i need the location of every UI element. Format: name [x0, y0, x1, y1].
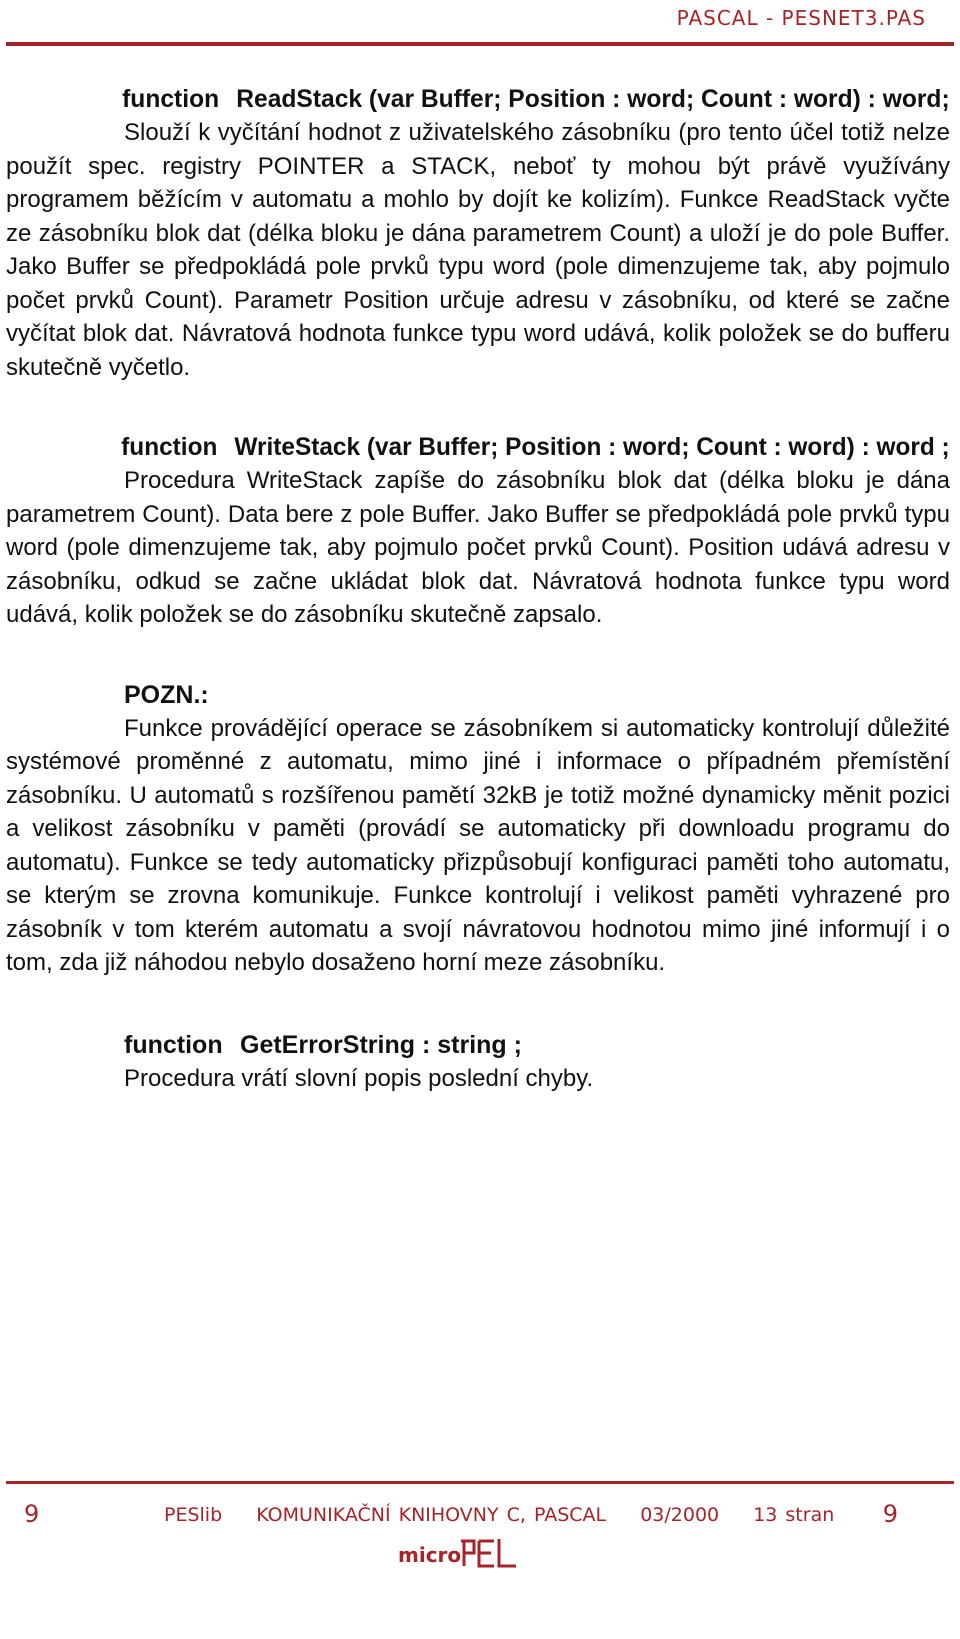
- geterrorstring-description: Procedura vrátí slovní popis poslední chyby.: [124, 1064, 594, 1092]
- note-text: Funkce provádějící operace se zásobníkem si automaticky kontrolují důležité systémové proměnné z automatu, mimo jiné i informace o případném přemístění zásobníku. U automatů s rozšířenou pamětí 32kB je totiž možné dynamicky měnit pozici a velikost zásobníku v paměti (provádí se automaticky při downloadu programu do automatu). Funkce se tedy automaticky přizpůsobují konfiguraci paměti toho automatu, se kterým se zrovna komunikuje. Funkce kontrolují i velikost paměti vyhrazené pro zásobník v tom kterém automatu a svojí návratovou hodnotou mimo jiné informují i o tom, zda již náhodou nebylo dosaženo horní meze zásobníku.: [6, 714, 950, 976]
- page-header-title: PASCAL - PESNET3.PAS: [676, 6, 926, 30]
- footer-pages: 13 stran: [753, 1504, 835, 1526]
- header-divider: [6, 42, 954, 46]
- writestack-keyword: function: [121, 433, 218, 461]
- writestack-declaration: WriteStack (var Buffer; Position : word; Count : word) : word ;: [234, 433, 950, 461]
- page-number-left: 9: [24, 1500, 40, 1528]
- note-label: POZN.:: [124, 680, 209, 709]
- readstack-keyword: function: [122, 85, 220, 113]
- geterrorstring-keyword: function: [124, 1030, 223, 1059]
- readstack-signature: [6, 82, 950, 116]
- page-footer: [0, 1500, 960, 1534]
- page-number-right: 9: [882, 1500, 898, 1528]
- footer-info: [164, 1504, 860, 1526]
- footer-date: 03/2000: [640, 1504, 720, 1526]
- footer-library: PESlib: [164, 1504, 223, 1526]
- document-body: [6, 82, 950, 1095]
- svg-text:micro: micro: [398, 1543, 462, 1567]
- writestack-signature: [6, 430, 950, 464]
- readstack-description: Slouží k vyčítání hodnot z uživatelského zásobníku (pro tento účel totiž nelze použít spec. registry POINTER a STACK, neboť ty mohou být právě využívány programem běžícím v automatu a mohlo by dojít ke kolizím). Funkce ReadStack vyčte ze zásobníku blok dat (délka bloku je dána parametrem Count) a uloží je do pole Buffer. Jako Buffer se předpokládá pole prvků typu word (pole dimenzujeme tak, aby pojmulo počet prvků Count). Parametr Position určuje adresu v zásobníku, od které se začne vyčítat blok dat. Návratová hodnota funkce typu word udává, kolik položek se do bufferu skutečně vyčetlo.: [6, 119, 950, 381]
- geterrorstring-signature: [6, 1028, 950, 1062]
- micropel-logo: [398, 1535, 528, 1569]
- footer-subtitle: KOMUNIKAČNÍ KNIHOVNY C, PASCAL: [256, 1504, 607, 1526]
- footer-divider: [6, 1481, 954, 1484]
- writestack-description: Procedura WriteStack zapíše do zásobníku blok dat (délka bloku je dána parametrem Count). Data bere z pole Buffer. Jako Buffer se předpokládá pole prvků typu word (pole dimenzujeme tak, aby pojmulo počet prvků Count). Position udává adresu v zásobníku, odkud se začne ukládat blok dat. Návratová hodnota funkce typu word udává, kolik položek se do zásobníku skutečně zapsalo.: [6, 467, 950, 628]
- geterrorstring-declaration: GetErrorString : string ;: [240, 1030, 522, 1059]
- readstack-declaration: ReadStack (var Buffer; Position : word; Count : word) : word;: [236, 85, 950, 113]
